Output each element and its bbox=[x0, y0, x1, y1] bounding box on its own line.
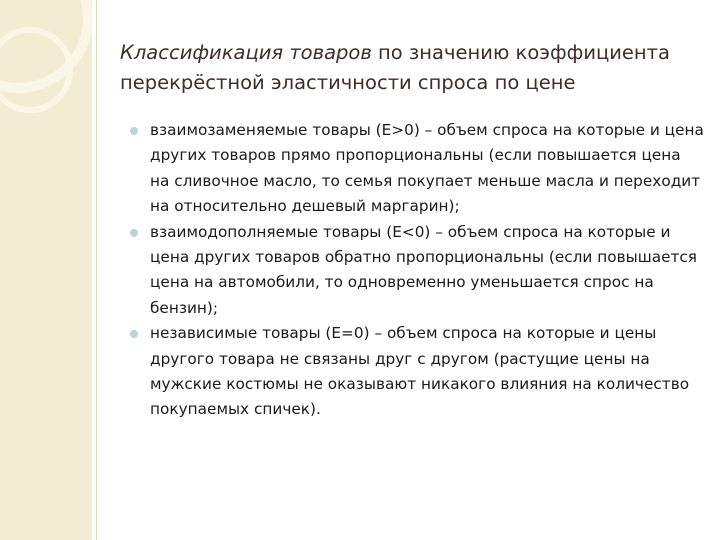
panel-divider-line bbox=[96, 0, 97, 540]
bullet-icon bbox=[130, 127, 138, 135]
title-italic-part: Классификация товаров bbox=[120, 41, 372, 64]
title-rest-part: по значению коэффициента перекрёстной эластичности спроса по цене bbox=[120, 41, 670, 94]
bullet-text: взаимозаменяемые товары (E>0) – объем спроса на которые и цена других товаров прямо пропорциональны (если повышается цена на сливочное масло, то семья покупает меньше масла и переходит на относительно дешевый маргарин); bbox=[150, 121, 704, 216]
list-item bbox=[134, 321, 704, 423]
decor-ring-outer bbox=[0, 0, 88, 88]
bullet-icon bbox=[130, 330, 138, 338]
bullet-list bbox=[134, 118, 704, 423]
list-item bbox=[134, 220, 704, 322]
list-item bbox=[134, 118, 704, 220]
bullet-icon bbox=[130, 229, 138, 237]
bullet-text: независимые товары (E=0) – объем спроса на которые и цены другого товара не связаны друг с другом (растущие цены на мужские костюмы не оказывают никакого влияния на количество покупаемых спичек). bbox=[150, 324, 690, 419]
decorative-circles bbox=[0, 0, 94, 200]
bullet-text: взаимодополняемые товары (E<0) – объем спроса на которые и цена других товаров обратно пропорциональны (если повышается цена на автомобили, то одновременно уменьшается спрос на бензин); bbox=[150, 222, 697, 317]
slide-title bbox=[120, 38, 700, 98]
